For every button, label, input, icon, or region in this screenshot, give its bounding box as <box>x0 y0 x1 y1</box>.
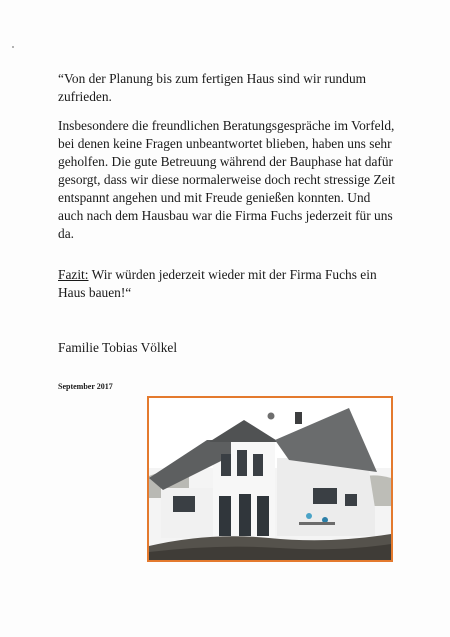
testimonial-conclusion <box>58 266 398 302</box>
date: September 2017 <box>58 382 113 391</box>
scan-speck <box>12 46 14 48</box>
conclusion-text: Wir würden jederzeit wieder mit der Firma Fuchs ein Haus bauen!“ <box>58 267 377 300</box>
conclusion-label: Fazit: <box>58 267 89 282</box>
house-photo <box>147 396 393 562</box>
testimonial-body: Insbesondere die freundlichen Beratungsgespräche im Vorfeld, bei denen keine Fragen unbeantwortet blieben, haben uns sehr geholfen. Die gute Betreuung während der Bauphase hat dafür gesorgt, dass wir diese normalerweise doch recht stressige Zeit entspannt angehen und mit Freude genießen konnten. Und auch nach dem Hausbau war die Firma Fuchs jederzeit für uns da. <box>58 118 396 241</box>
signature: Familie Tobias Völkel <box>58 340 178 355</box>
house-illustration <box>149 398 391 560</box>
testimonial-intro: “Von der Planung bis zum fertigen Haus sind wir rundum zufrieden. <box>58 71 367 104</box>
